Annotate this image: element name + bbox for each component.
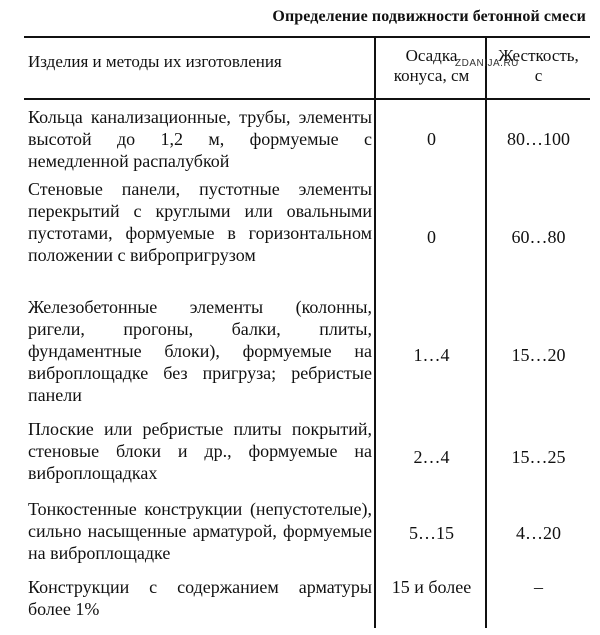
row-5-item: Тонкостенные конструкции (непустотелые), сильно насыщенные арматурой, формуемые на виброплощадке <box>28 499 372 563</box>
header-stiffness: Жесткость, с <box>498 46 579 85</box>
row-4-item: Плоские или ребристые плиты покрытий, стеновые блоки и др., формуемые на виброплощадках <box>28 419 372 483</box>
table-title: Определение подвижности бетонной смеси <box>272 8 586 25</box>
column-divider-1 <box>374 36 376 628</box>
row-2-slump: 0 <box>427 227 436 247</box>
row-3-stiffness: 15…20 <box>511 345 566 365</box>
table-top-border <box>24 36 590 38</box>
header-item: Изделия и методы их изготовления <box>28 52 282 71</box>
row-6-stiffness: – <box>534 577 543 597</box>
row-2-stiffness: 60…80 <box>511 227 566 247</box>
row-4-stiffness: 15…25 <box>511 447 566 467</box>
row-2-item: Стеновые панели, пустотные элементы перекрытий с круглыми или овальными пустотами, формуемые в горизонтальном положении с вибропригрузом <box>28 179 372 265</box>
row-5-slump: 5…15 <box>409 523 454 543</box>
row-6-slump: 15 и более <box>391 577 472 597</box>
row-4-slump: 2…4 <box>413 447 450 467</box>
row-1-slump: 0 <box>427 129 436 149</box>
row-3-item: Железобетонные элементы (колонны, ригели, прогоны, балки, плиты, фундаментные блоки), формуемые на виброплощадке без пригруза; ребристые панели <box>28 297 372 405</box>
header-slump: Осадка конуса, см <box>393 46 470 85</box>
slump-table <box>24 36 590 628</box>
row-5-stiffness: 4…20 <box>516 523 561 543</box>
row-6-item: Конструкции с содержанием арматуры более 1% <box>28 577 372 619</box>
header-bottom-border <box>24 98 590 100</box>
row-1-item: Кольца канализационные, трубы, элементы высотой до 1,2 м, формуемые с немедленной распалубкой <box>28 107 372 171</box>
row-1-stiffness: 80…100 <box>507 129 570 149</box>
row-3-slump: 1…4 <box>413 345 450 365</box>
watermark-text: ZDANIJA.RU <box>455 58 519 69</box>
